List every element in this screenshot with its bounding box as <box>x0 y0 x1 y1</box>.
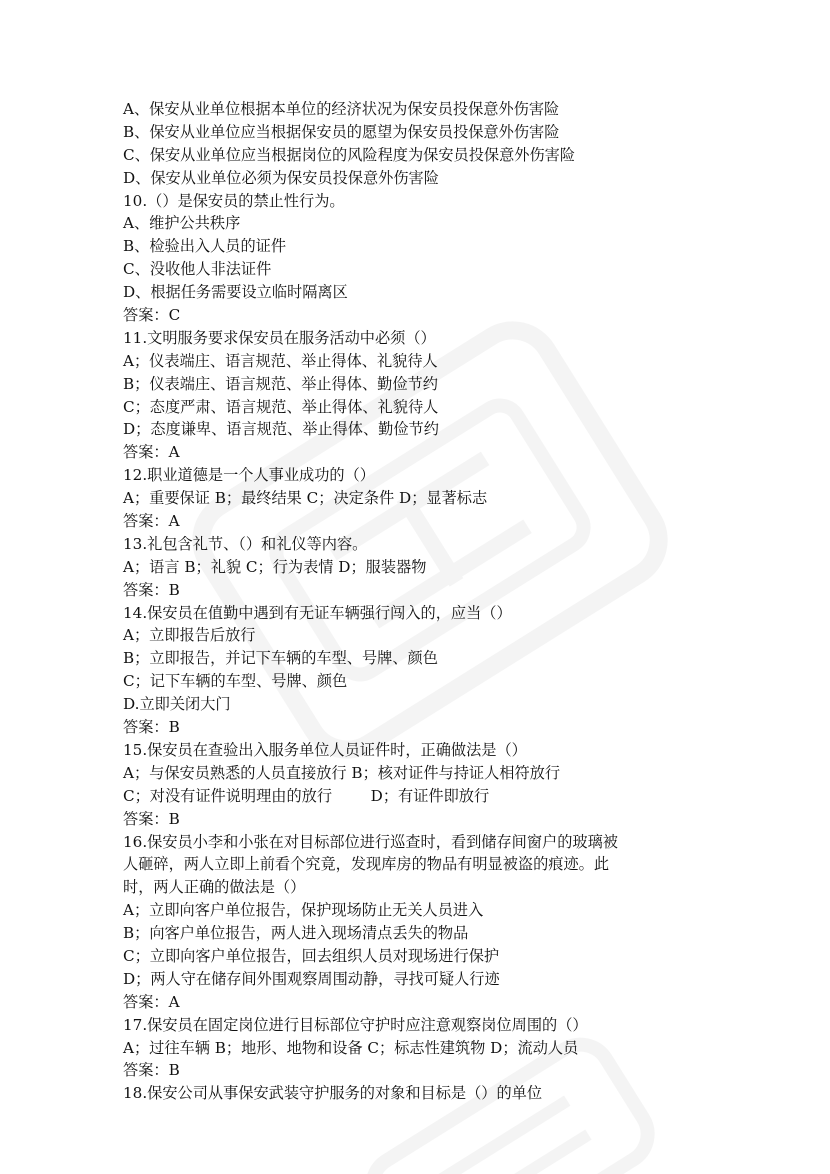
question-13-answer: 答案：B <box>123 580 180 599</box>
question-10-answer: 答案：C <box>123 306 181 325</box>
question-11-option-b: B；仪表端庄、语言规范、举止得体、勤俭节约 <box>123 374 438 393</box>
question-10-option-d: D、根据任务需要设立临时隔离区 <box>123 283 348 302</box>
question-16-option-b: B；向客户单位报告，两人进入现场清点丢失的物品 <box>123 924 469 943</box>
question-16-line-2: 人砸碎，两人立即上前看个究竟，发现库房的物品有明显被盗的痕迹。此 <box>123 855 609 874</box>
question-16-option-a: A；立即向客户单位报告，保护现场防止无关人员进入 <box>123 901 484 920</box>
question-11-option-c: C；态度严肃、语言规范、举止得体、礼貌待人 <box>123 397 439 416</box>
question-15-options-cd: C；对没有证件说明理由的放行 D；有证件即放行 <box>123 786 490 805</box>
option-d-insurance-must: D、保安从业单位必须为保安员投保意外伤害险 <box>123 168 439 187</box>
question-14-answer: 答案：B <box>123 718 180 737</box>
question-13: 13.礼包含礼节、（）和礼仪等内容。 <box>123 534 368 553</box>
option-c-insurance-risk: C、保安从业单位应当根据岗位的风险程度为保安员投保意外伤害险 <box>123 145 576 164</box>
question-10-option-a: A、维护公共秩序 <box>123 214 241 233</box>
question-10-option-b: B、检验出入人员的证件 <box>123 237 287 256</box>
question-16-option-d: D；两人守在储存间外围观察周围动静，寻找可疑人行迹 <box>123 969 500 988</box>
question-10-option-c: C、没收他人非法证件 <box>123 260 272 279</box>
question-15-options-ab: A；与保安员熟悉的人员直接放行 B；核对证件与持证人相符放行 <box>123 763 561 782</box>
question-12: 12.职业道德是一个人事业成功的（） <box>123 466 375 485</box>
question-16-option-c: C；立即向客户单位报告，回去组织人员对现场进行保护 <box>123 946 500 965</box>
question-15-answer: 答案：B <box>123 809 180 828</box>
option-b-insurance-wish: B、保安从业单位应当根据保安员的愿望为保安员投保意外伤害险 <box>123 122 560 141</box>
question-14: 14.保安员在值勤中遇到有无证车辆强行闯入的，应当（） <box>123 603 512 622</box>
question-14-option-a: A；立即报告后放行 <box>123 626 256 645</box>
question-11-option-a: A；仪表端庄、语言规范、举止得体、礼貌待人 <box>123 351 438 370</box>
question-11-answer: 答案：A <box>123 443 180 462</box>
document-body <box>123 98 723 1105</box>
question-17-answer: 答案：B <box>123 1061 180 1080</box>
question-14-option-c: C；记下车辆的车型、号牌、颜色 <box>123 672 348 691</box>
option-a-insurance-economic: A、保安从业单位根据本单位的经济状况为保安员投保意外伤害险 <box>123 100 560 118</box>
question-12-options: A；重要保证 B；最终结果 C；决定条件 D；显著标志 <box>123 489 488 508</box>
question-13-options: A；语言 B；礼貌 C；行为表情 D；服装器物 <box>123 557 427 576</box>
question-11: 11.文明服务要求保安员在服务活动中必须（） <box>123 328 436 347</box>
question-14-option-b: B；立即报告，并记下车辆的车型、号牌、颜色 <box>123 649 438 668</box>
question-15: 15.保安员在查验出入服务单位人员证件时，正确做法是（） <box>123 740 527 759</box>
question-16-answer: 答案：A <box>123 992 180 1011</box>
question-12-answer: 答案：A <box>123 512 180 531</box>
question-16-line-3: 时，两人正确的做法是（） <box>123 878 306 897</box>
question-11-option-d: D；态度谦卑、语言规范、举止得体、勤俭节约 <box>123 420 439 439</box>
question-17: 17.保安员在固定岗位进行目标部位守护时应注意观察岗位周围的（） <box>123 1015 588 1034</box>
question-18: 18.保安公司从事保安武装守护服务的对象和目标是（）的单位 <box>123 1084 543 1103</box>
question-16-line-1: 16.保安员小李和小张在对目标部位进行巡查时，看到储存间窗户的玻璃被 <box>123 832 618 851</box>
question-10: 10.（）是保安员的禁止性行为。 <box>123 191 345 210</box>
question-17-options: A；过往车辆 B；地形、地物和设备 C；标志性建筑物 D；流动人员 <box>123 1038 579 1057</box>
question-14-option-d: D.立即关闭大门 <box>123 695 231 714</box>
